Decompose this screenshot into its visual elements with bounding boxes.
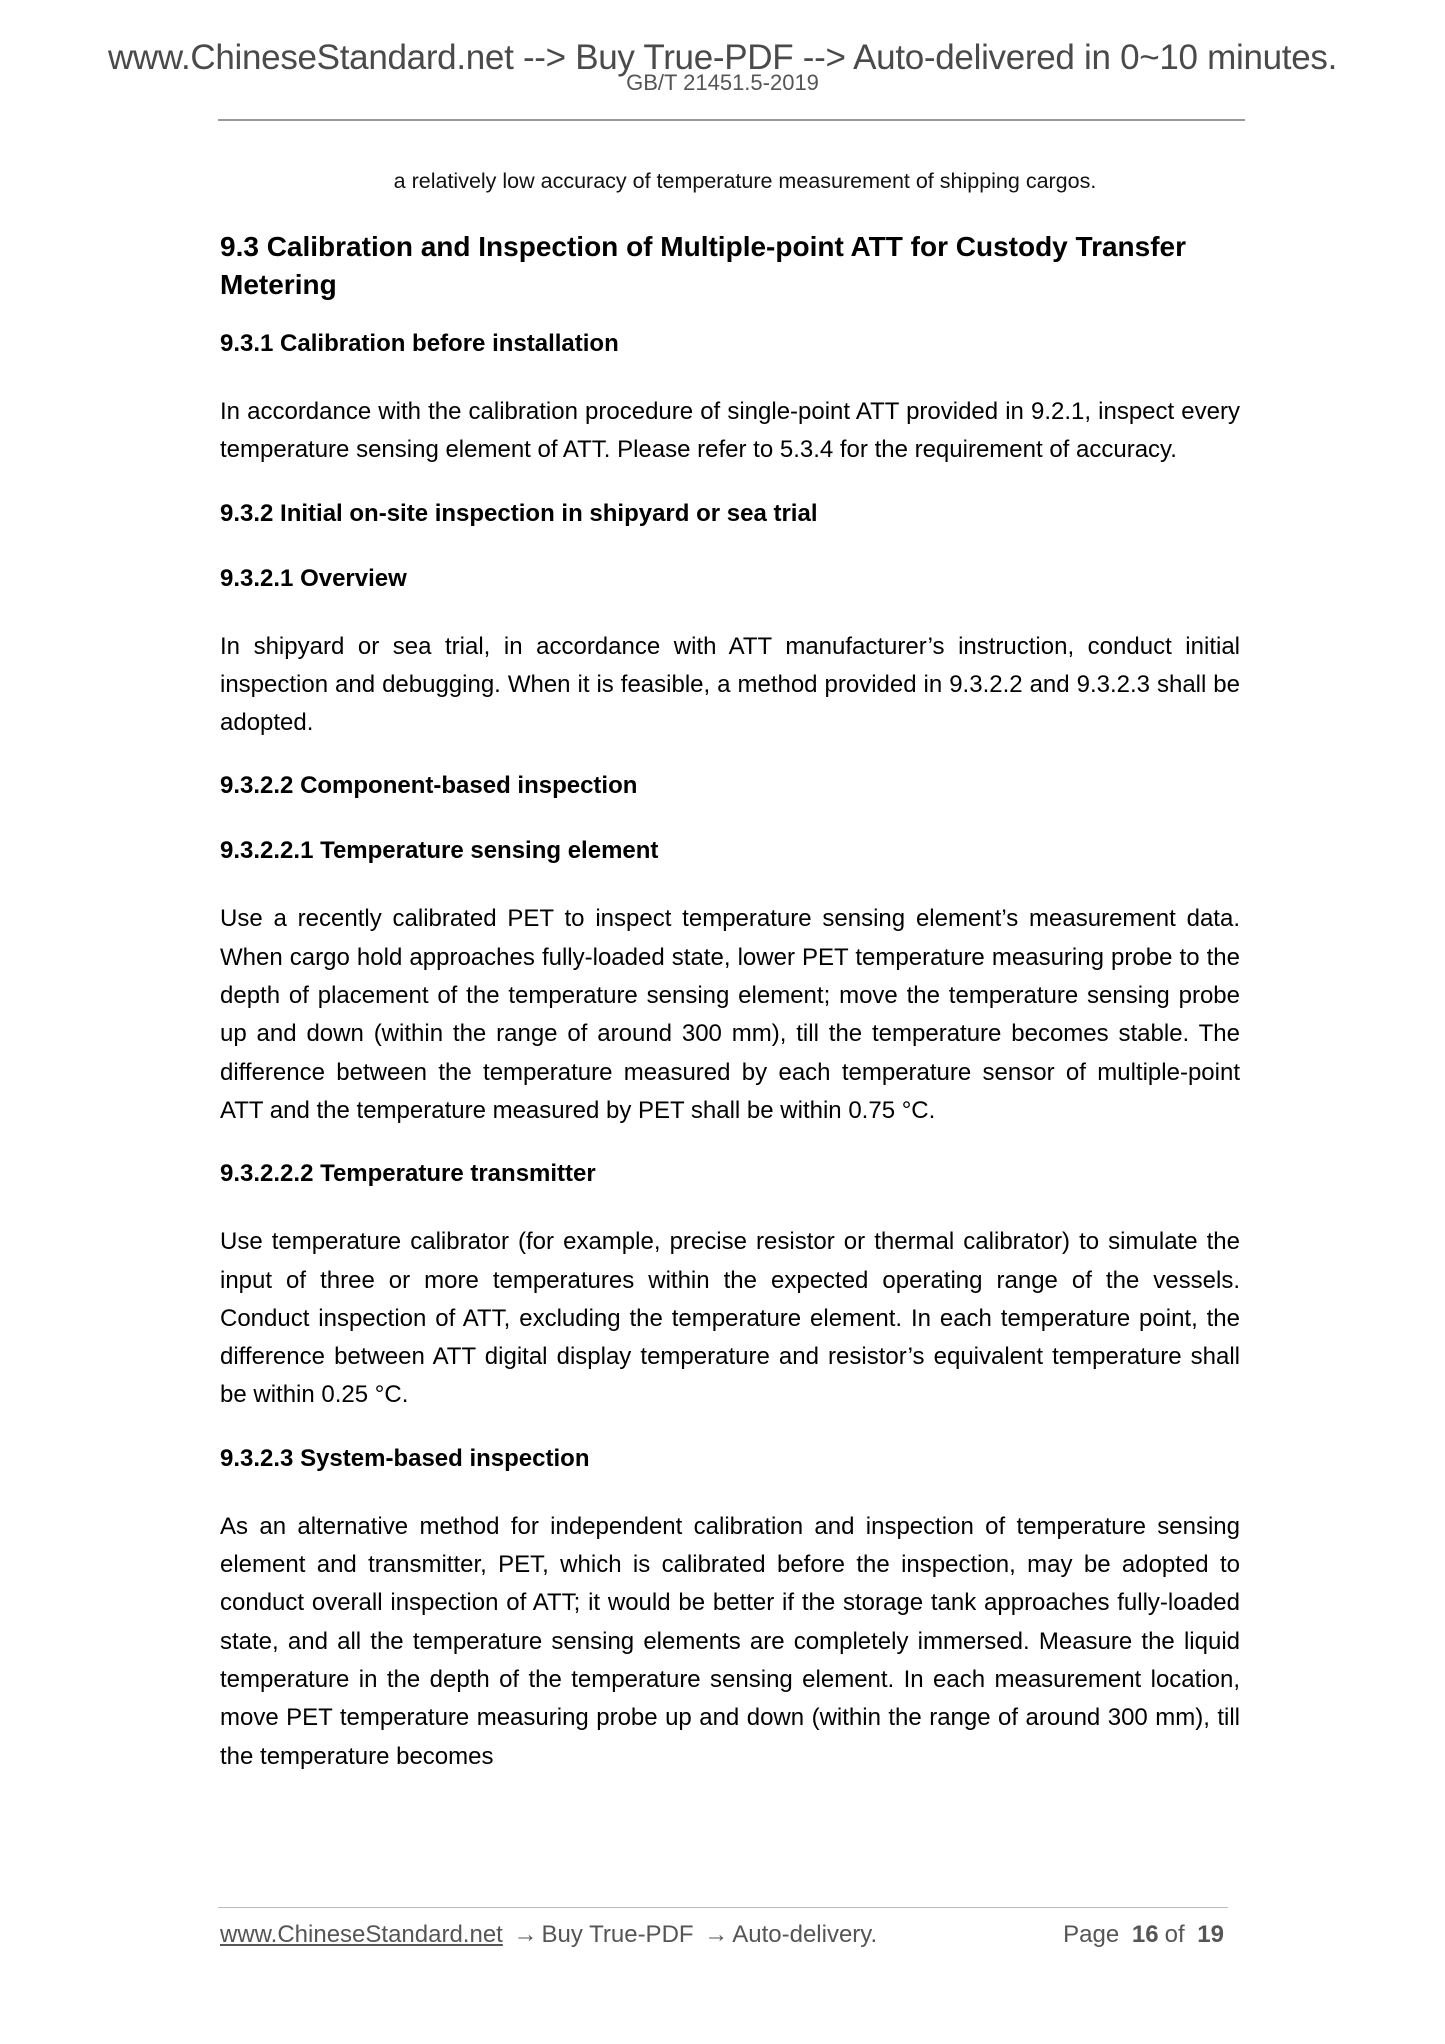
page-indicator <box>1063 1920 1230 1950</box>
top-banner: www.ChineseStandard.net --> Buy True-PDF --> Auto-delivered in 0~10 minutes. <box>107 38 1338 77</box>
footer-buy-text: Buy True-PDF <box>541 1921 694 1948</box>
footer-website-link[interactable]: www.ChineseStandard.net <box>220 1921 503 1948</box>
footer-divider <box>218 1907 1228 1908</box>
arrow-right-icon: → <box>513 1921 538 1948</box>
subsection-heading-9-3-2-2-2: 9.3.2.2.2 Temperature transmitter <box>220 1160 596 1188</box>
standard-number: GB/T 21451.5-2019 <box>626 70 819 95</box>
paragraph-9-3-2-3: As an alternative method for independent calibration and inspection of temperature sensing element and transmitter, PET, which is calibrated before the inspection, may be adopted to conduct overall inspection of ATT; it would be better if the storage tank approaches fully-loaded state, and all the temperature sensing elements are completely immersed. Measure the liquid temperature in the depth of the temperature sensing element. In each measurement location, move PET temperature measuring probe up and down (within the range of around 300 mm), till the temperature becomes <box>220 1512 1240 1770</box>
section-heading-9-3: 9.3 Calibration and Inspection of Multiple-point ATT for Custody Transfer Metering <box>220 231 1187 300</box>
page-total: 19 <box>1197 1921 1224 1948</box>
paragraph-9-3-2-2-1: Use a recently calibrated PET to inspect temperature sensing element’s measurement data. When cargo hold approaches fully-loaded state, lower PET temperature measuring probe to the depth of placement of the temperature sensing element; move the temperature sensing probe up and down (within the range of around 300 mm), till the temperature becomes stable. The difference between the temperature measured by each temperature sensor of multiple-point ATT and the temperature measured by PET shall be within 0.75 °C. <box>220 905 1240 1124</box>
continued-text: a relatively low accuracy of temperature measurement of shipping cargos. <box>393 169 1097 193</box>
document-body <box>220 165 1240 1804</box>
subsection-heading-9-3-1: 9.3.1 Calibration before installation <box>220 330 619 357</box>
subsection-heading-9-3-2: 9.3.2 Initial on-site inspection in shipyard or sea trial <box>220 499 818 527</box>
arrow-right-icon: → <box>704 1921 729 1948</box>
header-divider <box>218 119 1245 121</box>
subsection-heading-9-3-2-2-1: 9.3.2.2.1 Temperature sensing element <box>220 837 659 865</box>
paragraph-9-3-2-2-2: Use temperature calibrator (for example, precise resistor or thermal calibrator) to simulate the input of three or more temperatures within the expected operating range of the vessels. Conduct inspection of ATT, excluding the temperature element. In each temperature point, the difference between ATT digital display temperature and resistor’s equivalent temperature shall be within 0.25 °C. <box>220 1228 1240 1409</box>
subsection-heading-9-3-2-1: 9.3.2.1 Overview <box>220 564 407 592</box>
page-label: Page <box>1063 1921 1120 1948</box>
page-of: of <box>1164 1921 1185 1948</box>
paragraph-9-3-1: In accordance with the calibration procedure of single-point ATT provided in 9.2.1, inspect every temperature sensing element of ATT. Please refer to 5.3.4 for the requirement of accuracy. <box>220 398 1240 464</box>
footer-delivery-text: Auto-delivery. <box>732 1921 878 1948</box>
page-current: 16 <box>1131 1921 1159 1948</box>
subsection-heading-9-3-2-2: 9.3.2.2 Component-based inspection <box>220 772 638 800</box>
subsection-heading-9-3-2-3: 9.3.2.3 System-based inspection <box>220 1444 590 1472</box>
page-footer <box>220 1920 1230 1950</box>
paragraph-9-3-2-1: In shipyard or sea trial, in accordance with ATT manufacturer’s instruction, conduct initial inspection and debugging. When it is feasible, a method provided in 9.3.2.2 and 9.3.2.3 shall be adopted. <box>220 632 1240 737</box>
